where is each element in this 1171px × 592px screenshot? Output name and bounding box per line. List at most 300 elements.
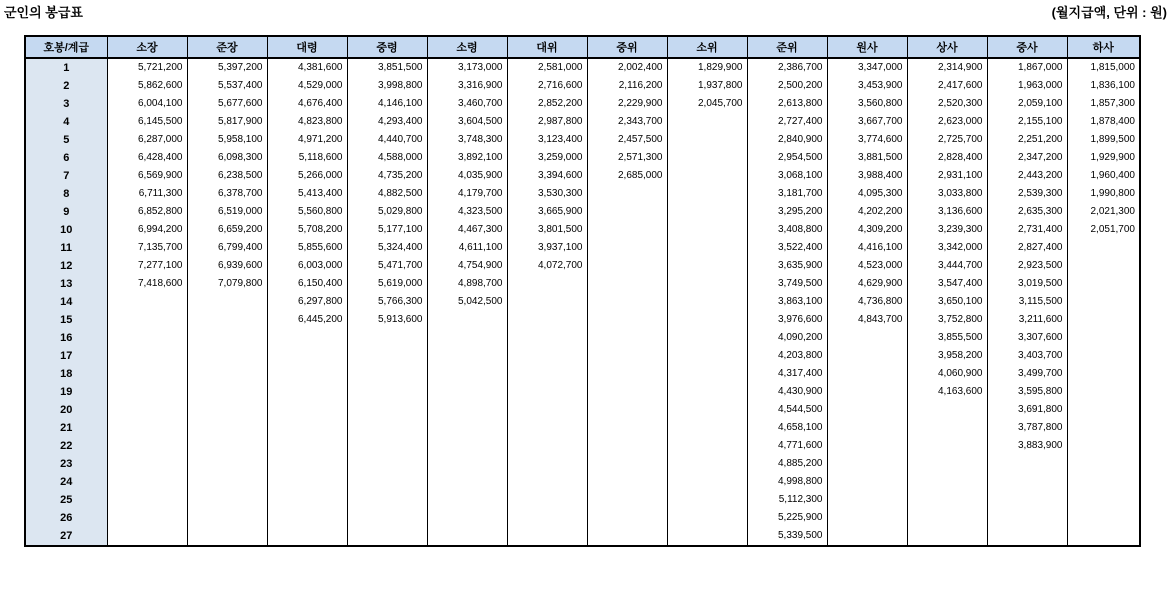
salary-cell: 5,112,300 — [747, 491, 827, 509]
salary-cell — [427, 455, 507, 473]
salary-cell: 3,635,900 — [747, 257, 827, 275]
salary-cell — [587, 473, 667, 491]
salary-cell: 3,347,000 — [827, 58, 907, 77]
table-row — [25, 58, 1140, 77]
salary-cell — [587, 455, 667, 473]
salary-cell — [667, 347, 747, 365]
salary-cell: 2,051,700 — [1067, 221, 1140, 239]
salary-cell: 3,547,400 — [907, 275, 987, 293]
salary-cell — [587, 509, 667, 527]
salary-cell: 3,976,600 — [747, 311, 827, 329]
salary-cell: 4,544,500 — [747, 401, 827, 419]
salary-cell: 4,629,900 — [827, 275, 907, 293]
table-row — [25, 527, 1140, 546]
salary-cell — [827, 365, 907, 383]
salary-cell — [667, 437, 747, 455]
salary-cell: 2,347,200 — [987, 149, 1067, 167]
salary-cell: 4,882,500 — [347, 185, 427, 203]
salary-cell: 4,323,500 — [427, 203, 507, 221]
salary-cell: 2,954,500 — [747, 149, 827, 167]
salary-cell — [267, 437, 347, 455]
salary-cell — [587, 527, 667, 546]
table-row — [25, 113, 1140, 131]
salary-cell — [427, 329, 507, 347]
column-header-rank: 소령 — [427, 36, 507, 58]
column-header-rank: 상사 — [907, 36, 987, 58]
salary-cell — [587, 437, 667, 455]
salary-cell: 7,079,800 — [187, 275, 267, 293]
salary-cell: 4,676,400 — [267, 95, 347, 113]
salary-cell: 4,430,900 — [747, 383, 827, 401]
salary-cell — [107, 311, 187, 329]
salary-cell: 4,523,000 — [827, 257, 907, 275]
salary-cell: 5,413,400 — [267, 185, 347, 203]
salary-cell — [187, 455, 267, 473]
salary-cell — [667, 131, 747, 149]
salary-cell: 7,418,600 — [107, 275, 187, 293]
salary-cell: 2,229,900 — [587, 95, 667, 113]
salary-cell — [347, 491, 427, 509]
salary-cell — [667, 221, 747, 239]
salary-cell — [107, 401, 187, 419]
table-row — [25, 203, 1140, 221]
step-cell: 23 — [25, 455, 107, 473]
salary-cell: 2,116,200 — [587, 77, 667, 95]
salary-cell — [347, 473, 427, 491]
salary-cell: 3,863,100 — [747, 293, 827, 311]
salary-cell: 2,045,700 — [667, 95, 747, 113]
salary-cell: 2,635,300 — [987, 203, 1067, 221]
salary-cell — [587, 365, 667, 383]
salary-cell: 6,939,600 — [187, 257, 267, 275]
salary-cell: 3,444,700 — [907, 257, 987, 275]
step-cell: 9 — [25, 203, 107, 221]
table-row — [25, 419, 1140, 437]
salary-cell — [187, 527, 267, 546]
salary-cell — [827, 347, 907, 365]
header-row — [25, 36, 1140, 58]
salary-cell: 2,520,300 — [907, 95, 987, 113]
salary-cell: 4,202,200 — [827, 203, 907, 221]
salary-cell: 5,619,000 — [347, 275, 427, 293]
salary-cell — [1067, 401, 1140, 419]
salary-cell: 3,068,100 — [747, 167, 827, 185]
salary-cell — [1067, 347, 1140, 365]
salary-cell — [507, 401, 587, 419]
salary-cell: 4,416,100 — [827, 239, 907, 257]
table-row — [25, 221, 1140, 239]
salary-cell: 6,003,000 — [267, 257, 347, 275]
salary-cell — [907, 455, 987, 473]
step-cell: 18 — [25, 365, 107, 383]
salary-cell — [827, 329, 907, 347]
step-cell: 25 — [25, 491, 107, 509]
salary-cell: 3,033,800 — [907, 185, 987, 203]
salary-cell — [267, 527, 347, 546]
salary-cell: 5,721,200 — [107, 58, 187, 77]
salary-cell: 6,519,000 — [187, 203, 267, 221]
pay-table — [24, 35, 1141, 547]
salary-cell — [667, 491, 747, 509]
salary-cell — [267, 347, 347, 365]
salary-cell: 4,146,100 — [347, 95, 427, 113]
salary-cell: 2,021,300 — [1067, 203, 1140, 221]
table-row — [25, 293, 1140, 311]
salary-cell: 2,571,300 — [587, 149, 667, 167]
salary-cell: 2,840,900 — [747, 131, 827, 149]
salary-cell: 4,179,700 — [427, 185, 507, 203]
salary-cell: 4,035,900 — [427, 167, 507, 185]
salary-cell: 6,297,800 — [267, 293, 347, 311]
salary-cell: 6,659,200 — [187, 221, 267, 239]
salary-cell: 2,500,200 — [747, 77, 827, 95]
column-header-rank: 소장 — [107, 36, 187, 58]
salary-cell: 3,136,600 — [907, 203, 987, 221]
salary-cell: 3,749,500 — [747, 275, 827, 293]
salary-cell — [107, 293, 187, 311]
salary-cell: 1,990,800 — [1067, 185, 1140, 203]
salary-cell — [1067, 239, 1140, 257]
salary-cell: 6,799,400 — [187, 239, 267, 257]
salary-cell: 1,867,000 — [987, 58, 1067, 77]
salary-cell — [1067, 437, 1140, 455]
salary-cell: 2,314,900 — [907, 58, 987, 77]
salary-cell — [187, 491, 267, 509]
column-header-rank: 하사 — [1067, 36, 1140, 58]
salary-cell: 3,665,900 — [507, 203, 587, 221]
unit-note: (월지급액, 단위 : 원) — [1051, 5, 1167, 20]
salary-cell: 4,293,400 — [347, 113, 427, 131]
salary-cell: 2,623,000 — [907, 113, 987, 131]
salary-cell — [827, 401, 907, 419]
salary-cell — [267, 509, 347, 527]
table-row — [25, 275, 1140, 293]
salary-cell: 3,892,100 — [427, 149, 507, 167]
step-cell: 27 — [25, 527, 107, 546]
step-cell: 20 — [25, 401, 107, 419]
salary-cell — [507, 419, 587, 437]
salary-cell: 6,378,700 — [187, 185, 267, 203]
salary-cell: 3,667,700 — [827, 113, 907, 131]
salary-cell: 7,135,700 — [107, 239, 187, 257]
salary-cell — [587, 401, 667, 419]
table-row — [25, 383, 1140, 401]
salary-cell: 4,998,800 — [747, 473, 827, 491]
salary-cell — [587, 419, 667, 437]
salary-cell: 6,004,100 — [107, 95, 187, 113]
salary-cell — [827, 491, 907, 509]
salary-cell: 3,988,400 — [827, 167, 907, 185]
salary-cell — [507, 527, 587, 546]
salary-cell — [1067, 509, 1140, 527]
salary-cell: 3,998,800 — [347, 77, 427, 95]
salary-cell — [1067, 455, 1140, 473]
salary-cell — [187, 473, 267, 491]
salary-cell: 5,324,400 — [347, 239, 427, 257]
table-row — [25, 257, 1140, 275]
salary-cell — [267, 419, 347, 437]
salary-cell: 2,417,600 — [907, 77, 987, 95]
salary-cell — [667, 167, 747, 185]
salary-cell — [1067, 383, 1140, 401]
salary-cell: 4,163,600 — [907, 383, 987, 401]
salary-cell: 4,090,200 — [747, 329, 827, 347]
salary-cell — [267, 329, 347, 347]
salary-cell — [907, 437, 987, 455]
salary-cell — [827, 419, 907, 437]
salary-cell — [987, 473, 1067, 491]
salary-cell: 3,530,300 — [507, 185, 587, 203]
salary-cell: 6,994,200 — [107, 221, 187, 239]
salary-cell: 2,923,500 — [987, 257, 1067, 275]
salary-cell: 4,467,300 — [427, 221, 507, 239]
salary-cell — [347, 383, 427, 401]
salary-cell: 5,958,100 — [187, 131, 267, 149]
step-cell: 24 — [25, 473, 107, 491]
salary-cell: 4,823,800 — [267, 113, 347, 131]
salary-cell — [667, 113, 747, 131]
salary-cell — [507, 329, 587, 347]
salary-cell — [1067, 293, 1140, 311]
step-cell: 19 — [25, 383, 107, 401]
salary-cell — [1067, 311, 1140, 329]
salary-cell: 1,836,100 — [1067, 77, 1140, 95]
salary-cell — [427, 365, 507, 383]
salary-cell: 3,801,500 — [507, 221, 587, 239]
table-row — [25, 491, 1140, 509]
salary-cell: 6,445,200 — [267, 311, 347, 329]
salary-cell: 2,731,400 — [987, 221, 1067, 239]
salary-cell: 4,317,400 — [747, 365, 827, 383]
step-cell: 14 — [25, 293, 107, 311]
salary-cell — [507, 455, 587, 473]
salary-cell — [907, 473, 987, 491]
table-row — [25, 95, 1140, 113]
salary-cell: 3,881,500 — [827, 149, 907, 167]
salary-cell: 3,560,800 — [827, 95, 907, 113]
salary-cell: 2,386,700 — [747, 58, 827, 77]
salary-cell — [667, 239, 747, 257]
salary-cell — [507, 437, 587, 455]
salary-cell — [187, 437, 267, 455]
salary-cell — [347, 455, 427, 473]
salary-cell — [267, 401, 347, 419]
salary-cell — [427, 509, 507, 527]
salary-cell — [587, 185, 667, 203]
salary-cell — [427, 383, 507, 401]
salary-cell — [827, 455, 907, 473]
salary-cell — [587, 347, 667, 365]
salary-cell — [667, 401, 747, 419]
table-row — [25, 329, 1140, 347]
salary-cell — [667, 365, 747, 383]
salary-cell: 6,238,500 — [187, 167, 267, 185]
salary-cell: 4,060,900 — [907, 365, 987, 383]
salary-cell: 5,817,900 — [187, 113, 267, 131]
salary-cell: 2,251,200 — [987, 131, 1067, 149]
salary-cell — [1067, 527, 1140, 546]
salary-cell — [427, 473, 507, 491]
salary-cell: 5,029,800 — [347, 203, 427, 221]
salary-cell — [507, 473, 587, 491]
salary-cell — [667, 275, 747, 293]
salary-cell: 6,711,300 — [107, 185, 187, 203]
salary-cell: 2,716,600 — [507, 77, 587, 95]
salary-cell: 5,266,000 — [267, 167, 347, 185]
salary-cell: 4,381,600 — [267, 58, 347, 77]
salary-cell — [107, 347, 187, 365]
salary-cell: 4,736,800 — [827, 293, 907, 311]
salary-cell: 2,613,800 — [747, 95, 827, 113]
salary-cell — [507, 383, 587, 401]
salary-cell — [427, 347, 507, 365]
salary-cell — [107, 473, 187, 491]
salary-cell: 2,343,700 — [587, 113, 667, 131]
table-row — [25, 149, 1140, 167]
salary-cell: 5,855,600 — [267, 239, 347, 257]
salary-cell: 3,123,400 — [507, 131, 587, 149]
salary-cell: 3,937,100 — [507, 239, 587, 257]
salary-cell: 2,987,800 — [507, 113, 587, 131]
step-cell: 16 — [25, 329, 107, 347]
column-header-step: 호봉/계급 — [25, 36, 107, 58]
step-cell: 1 — [25, 58, 107, 77]
salary-cell: 5,177,100 — [347, 221, 427, 239]
salary-cell: 4,843,700 — [827, 311, 907, 329]
table-row — [25, 167, 1140, 185]
salary-cell: 3,752,800 — [907, 311, 987, 329]
salary-cell — [827, 383, 907, 401]
salary-cell: 1,937,800 — [667, 77, 747, 95]
salary-cell — [907, 527, 987, 546]
salary-cell: 3,181,700 — [747, 185, 827, 203]
salary-cell — [187, 419, 267, 437]
salary-cell — [347, 437, 427, 455]
salary-cell — [1067, 491, 1140, 509]
salary-cell: 5,862,600 — [107, 77, 187, 95]
salary-cell — [347, 509, 427, 527]
salary-cell — [187, 365, 267, 383]
salary-cell: 5,042,500 — [427, 293, 507, 311]
column-header-rank: 중사 — [987, 36, 1067, 58]
step-cell: 2 — [25, 77, 107, 95]
salary-cell — [107, 455, 187, 473]
salary-cell — [107, 527, 187, 546]
salary-cell — [1067, 365, 1140, 383]
salary-cell: 4,735,200 — [347, 167, 427, 185]
salary-cell: 2,059,100 — [987, 95, 1067, 113]
salary-cell — [347, 527, 427, 546]
salary-cell: 6,569,900 — [107, 167, 187, 185]
salary-cell: 2,457,500 — [587, 131, 667, 149]
salary-cell: 2,443,200 — [987, 167, 1067, 185]
salary-cell — [907, 491, 987, 509]
salary-cell: 2,827,400 — [987, 239, 1067, 257]
salary-cell — [1067, 473, 1140, 491]
salary-cell — [667, 149, 747, 167]
step-cell: 3 — [25, 95, 107, 113]
salary-cell: 6,287,000 — [107, 131, 187, 149]
salary-cell — [347, 365, 427, 383]
salary-cell: 1,899,500 — [1067, 131, 1140, 149]
salary-cell — [347, 347, 427, 365]
salary-cell — [267, 455, 347, 473]
step-cell: 7 — [25, 167, 107, 185]
table-row — [25, 365, 1140, 383]
salary-cell: 7,277,100 — [107, 257, 187, 275]
salary-cell: 6,145,500 — [107, 113, 187, 131]
salary-cell: 3,855,500 — [907, 329, 987, 347]
salary-cell — [427, 419, 507, 437]
salary-cell — [507, 293, 587, 311]
column-header-rank: 준장 — [187, 36, 267, 58]
salary-cell — [107, 419, 187, 437]
salary-cell: 2,581,000 — [507, 58, 587, 77]
salary-cell: 2,725,700 — [907, 131, 987, 149]
salary-cell — [827, 527, 907, 546]
salary-cell: 4,440,700 — [347, 131, 427, 149]
step-cell: 11 — [25, 239, 107, 257]
salary-cell: 3,019,500 — [987, 275, 1067, 293]
salary-cell: 5,118,600 — [267, 149, 347, 167]
salary-cell: 1,829,900 — [667, 58, 747, 77]
salary-cell: 3,408,800 — [747, 221, 827, 239]
salary-cell: 1,857,300 — [1067, 95, 1140, 113]
salary-cell — [427, 527, 507, 546]
salary-cell — [827, 473, 907, 491]
salary-cell — [667, 257, 747, 275]
column-header-rank: 대위 — [507, 36, 587, 58]
salary-cell — [267, 365, 347, 383]
salary-cell — [587, 383, 667, 401]
salary-cell — [427, 311, 507, 329]
salary-cell — [667, 455, 747, 473]
salary-cell — [347, 419, 427, 437]
salary-cell — [427, 437, 507, 455]
salary-cell — [667, 203, 747, 221]
salary-cell — [987, 455, 1067, 473]
salary-cell: 6,150,400 — [267, 275, 347, 293]
salary-cell — [187, 329, 267, 347]
table-row — [25, 509, 1140, 527]
salary-cell — [827, 509, 907, 527]
salary-cell: 5,397,200 — [187, 58, 267, 77]
salary-cell — [987, 527, 1067, 546]
salary-cell: 5,537,400 — [187, 77, 267, 95]
salary-cell — [427, 401, 507, 419]
salary-cell: 4,588,000 — [347, 149, 427, 167]
salary-cell — [267, 491, 347, 509]
salary-cell: 3,211,600 — [987, 311, 1067, 329]
table-row — [25, 347, 1140, 365]
salary-cell: 2,852,200 — [507, 95, 587, 113]
salary-cell: 1,963,000 — [987, 77, 1067, 95]
salary-cell: 3,499,700 — [987, 365, 1067, 383]
salary-cell — [1067, 275, 1140, 293]
salary-cell — [267, 473, 347, 491]
salary-cell: 3,295,200 — [747, 203, 827, 221]
salary-cell — [587, 311, 667, 329]
salary-cell: 3,958,200 — [907, 347, 987, 365]
salary-cell: 1,815,000 — [1067, 58, 1140, 77]
salary-cell: 2,539,300 — [987, 185, 1067, 203]
salary-cell: 5,560,800 — [267, 203, 347, 221]
salary-cell — [107, 509, 187, 527]
salary-cell — [187, 383, 267, 401]
salary-cell — [587, 293, 667, 311]
column-header-rank: 대령 — [267, 36, 347, 58]
step-cell: 4 — [25, 113, 107, 131]
